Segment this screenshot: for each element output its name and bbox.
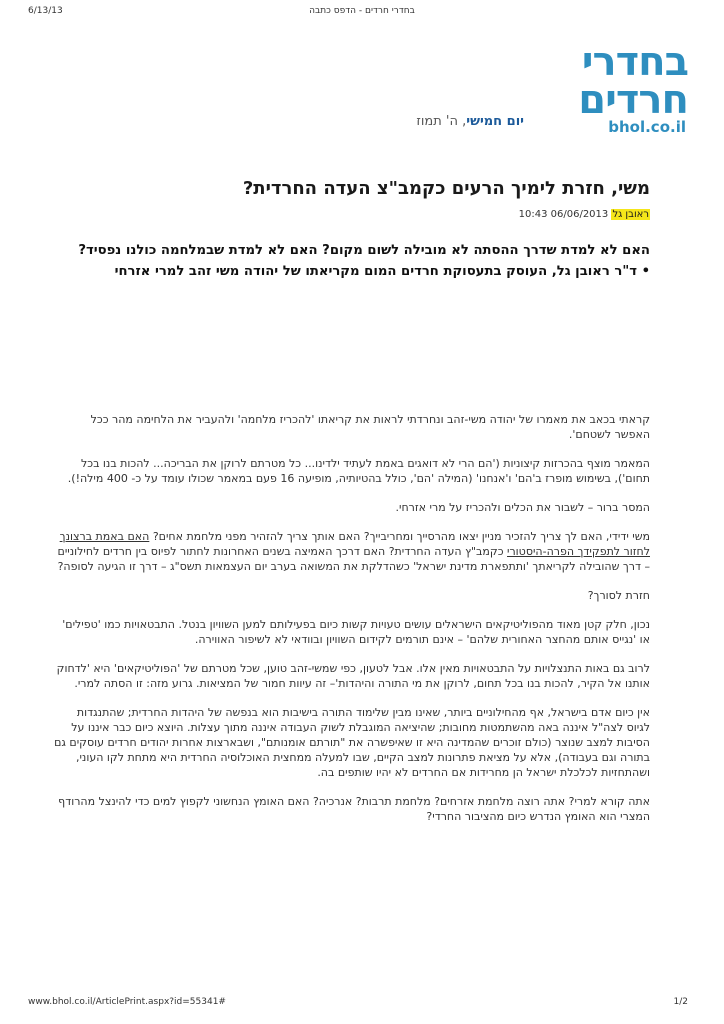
body-paragraph: קראתי בכאב את מאמרו של יהודה משי-זהב ונחרדתי לראות את קריאתו 'להכריז מלחמה' ולהעביר את הלחימה מהר ככל האפשר לשטחם'. (90, 413, 650, 441)
logo-word-1: בחדרי (581, 39, 688, 85)
body-text: כקמב"ץ העדה החרדית? האם דרכך האמיצה בשנים האחרונות לחתור לפיוס בין חרדים לחילוניים – דרך שהובילה לקריאתך 'ותתפארת מדינת ישראל' כשהדלקת את המשואה בערב יום העצמאות תשס"ג – דרך זו הגיעה לסופה? (57, 545, 650, 573)
print-title: בחדרי חרדים - הדפס כתבה (309, 6, 415, 16)
body-paragraph: המסר ברור – לשבור את הכלים ולהכריז על מרי אזרחי. (395, 501, 650, 514)
body-paragraph: לרוב גם באות התנצלויות על התבטאויות מאין אלו. אבל לטעון, כפי שמשי-זהב טוען, שכל מטרתם של 'הפוליטיקאים' היא 'לדחוק אותנו אל הקיר, להכות בנו בכל תחום, לרוקן את מי התורה והיהדות'– זה עיוות חמור של המציאות. גרוע מזה: זו הסתה למרי. (56, 662, 650, 690)
logo-url: bhol.co.il (608, 118, 686, 136)
underlined-text: האם באמת ברצונך לחזור לתפקידך הפרה-היסטורי (59, 530, 650, 558)
date-line (416, 114, 524, 129)
byline (519, 209, 650, 220)
print-date: 6/13/13 (28, 6, 63, 16)
logo-word-2: חרדים (578, 77, 688, 123)
article-lead: האם לא למדת שדרך ההסתה לא מובילה לשום מקום? האם לא למדת שבמלחמה כולנו נפסיד? • ד"ר ראובן גל, העוסק בתעסוקת חרדים המום מקריאתו של יהודה משי זהב למרי אזרחי (78, 243, 650, 279)
site-logo[interactable] (576, 39, 688, 142)
weekday: יום חמישי (466, 114, 524, 129)
body-paragraph: אין כיום אדם בישראל, אף מהחילוניים ביותר, שאינו מבין שלימוד התורה בישיבות הוא בנפשה של היהדות החרדית; שהתנגדות לגיוס לצה"ל איננה באה מהשתמטות מחובות; שהיציאה המוגבלת לשוק העבודה איננה מתוך עצלות. היוצא כיום כבר איננו על הסיבות למצב שנוצר (כולם זוכרים שהמדינה היא זו שאיפשרה את "תורתם אומנותם", ושבארצות אחרות יהודים חרדים עוסקים גם בתורה וגם בעבודה), אלא על מציאת פתרונות למצב הקיים, שבו למעלה ממחצית האוכלוסיה החרדית היא מתחת לקו העוני, ושהתחזיות לכלכלת ישראל הן מחרידות אם החרדים לא יהיו שותפים בה. (54, 706, 650, 779)
print-header (0, 6, 724, 20)
author-name[interactable]: ראובן גל (612, 209, 649, 220)
publish-datetime: 06/06/2013 10:43 (518, 209, 609, 220)
body-paragraph: המאמר מוצף בהכרזות קיצוניות ('הם הרי לא דואגים באמת לעתיד ילדינו... כל מטרתם לרוקן את הבריכה... להכות בנו בכל תחום'), בשימוש מופרז ב'הם' ו'אנחנו' (המילה 'הם', כולל בהטיותיה, מופיעה 16 פעם במאמר שכולו עומד על כ- 400 מילה!). (67, 457, 650, 485)
article-body (52, 412, 650, 838)
article-title: משי, חזרת לימיך הרעים כקמב"צ העדה החרדית? (242, 178, 650, 199)
body-paragraph: נכון, חלק קטן מאוד מהפוליטיקאים הישראלים עושים טעויות קשות כיום בפעילותם למען השוויון בנטל. התבטאויות כמו 'טפילים' או 'נגייס אותם מהחצר האחורית שלהם' – אינם תורמים לקידום השוויון ובוודאי לא לשיפור האווירה. (62, 618, 650, 646)
print-footer (0, 997, 724, 1011)
body-text: משי ידידי, האם לך צריך להזכיר מניין יצאו מהרסייך ומחריבייך? האם אותך צריך להזהיר מפני מלחמת אחים? (152, 530, 650, 543)
body-paragraph: אתה קורא למרי? אתה רוצה מלחמת אזרחים? מלחמת תרבות? אנרכיה? האם האומץ הנחשוני לקפוץ למים כדי להינצל מהרודף המצרי הוא האומץ הנדרש כיום מהציבור החרדי? (58, 795, 650, 823)
page-url: www.bhol.co.il/ArticlePrint.aspx?id=55341# (28, 997, 226, 1007)
body-paragraph: חזרת לסורך? (587, 589, 650, 602)
page-number: 1/2 (673, 997, 688, 1007)
hebrew-date: , ה' תמוז (416, 114, 467, 129)
body-paragraph (52, 529, 650, 574)
